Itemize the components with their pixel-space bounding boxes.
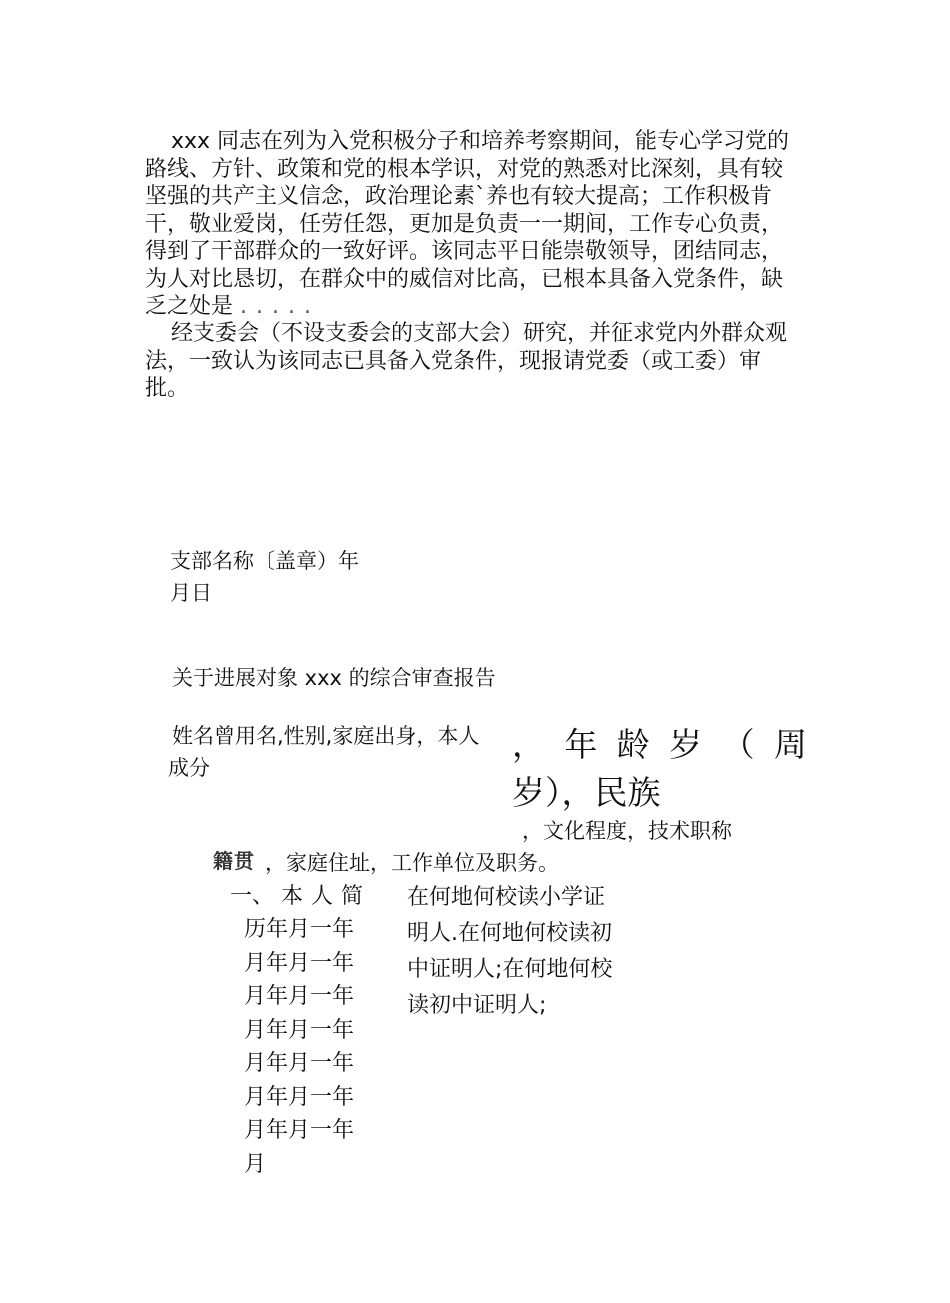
paragraph-line-last	[145, 293, 825, 321]
paragraph-line: 干，敬业爱岗，任劳任怨，更加是负责一一期间，工作专心负责，	[145, 211, 784, 237]
paragraph-line: 批。	[145, 376, 190, 401]
age-ethnicity-block	[512, 721, 807, 817]
paragraph-line: 经支委会（不设支委会的支部大会）研究，并征求党内外群众观	[171, 321, 788, 346]
resume-heading	[230, 882, 371, 912]
education-line: ，文化程度，技术职称	[522, 819, 732, 843]
age-char: 年	[564, 725, 598, 764]
paragraph-line: xxx 同志在列为入党积极分子和培养考察期间，能专心学习党的	[171, 129, 790, 154]
resume-year-line: 月	[244, 1151, 267, 1177]
age-line	[512, 721, 807, 769]
address-line: ，家庭住址，工作单位及职务。	[265, 851, 559, 875]
native-place-label: 籍贯	[213, 849, 255, 873]
branch-signature: 支部名称〔盖章）年	[170, 549, 359, 573]
committee-paragraph	[145, 320, 825, 403]
resume-school-line: 在何地何校读小学证	[407, 885, 606, 910]
personal-info-line: 姓名曾用名,性别,家庭出身，本人	[172, 724, 480, 748]
resume-year-line: 月年月一年	[244, 984, 355, 1009]
signature-date: 月日	[170, 581, 212, 605]
paragraph-line: 法，一致认为该同志已具备入党条件，现报请党委（或工委）审	[145, 348, 762, 374]
age-char: ，	[512, 725, 545, 764]
paragraph-line: 路线、方针、政策和党的根本学识，对党的熟悉对比深刻，具有较	[145, 156, 784, 182]
recommendation-paragraph	[145, 128, 825, 321]
resume-year-line: 月年月一年	[244, 1084, 355, 1110]
resume-heading-text: 本人简	[281, 884, 372, 909]
resume-year-line: 历年月一年	[244, 917, 355, 942]
resume-heading-number: 一、	[230, 884, 275, 909]
age-char: 龄	[616, 725, 650, 764]
personal-info-line: 成分	[168, 756, 210, 780]
paragraph-line: 得到了干部群众的一致好评。该同志平日能崇敬领导，团结同志，	[145, 239, 784, 264]
paragraph-line: 为人对比恳切，在群众中的威信对比高，已根本具备入党条件，缺	[145, 266, 784, 292]
resume-school-line: 明人.在何地何校读初	[407, 921, 612, 946]
report-title: 关于进展对象 xxx 的综合审查报告	[172, 666, 496, 690]
resume-schools-column	[407, 880, 652, 1024]
age-char: 岁	[669, 725, 703, 764]
ellipsis: . . . . .	[240, 294, 312, 319]
resume-years-column	[244, 913, 379, 1181]
ethnicity-line: 岁），民族	[512, 773, 661, 812]
paragraph-line: 坚强的共产主义信念，政治理论素`养也有较大提高；工作积极肯	[145, 184, 773, 209]
shortcomings-label: 乏之处是	[145, 294, 234, 319]
resume-school-line: 中证明人;在何地何校	[407, 957, 613, 982]
age-char: 周	[773, 725, 807, 764]
resume-school-line: 读初中证明人;	[407, 993, 547, 1018]
resume-year-line: 月年月一年	[244, 1118, 355, 1143]
resume-year-line: 月年月一年	[244, 1017, 355, 1043]
age-char: （	[721, 725, 755, 764]
resume-year-line: 月年月一年	[244, 950, 355, 976]
resume-year-line: 月年月一年	[244, 1051, 355, 1076]
